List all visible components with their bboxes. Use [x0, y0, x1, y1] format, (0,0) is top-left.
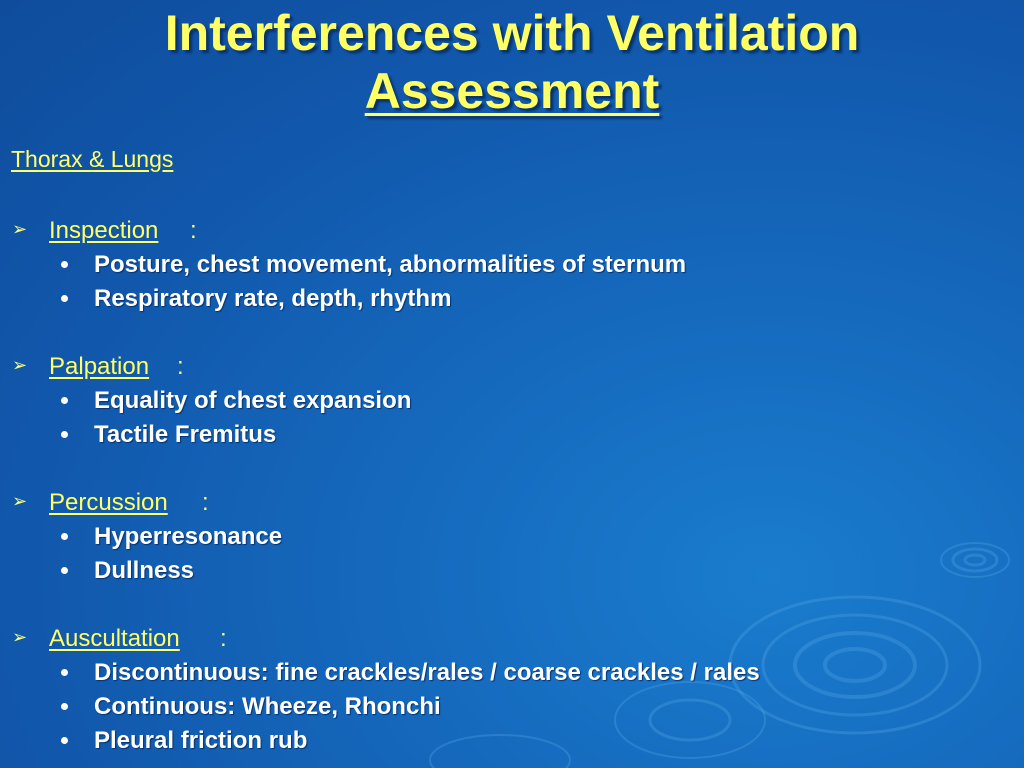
list-item	[0, 421, 1024, 455]
arrowhead-bullet-icon: ➢	[12, 491, 28, 511]
section-inspection	[0, 217, 1024, 319]
section-palpation	[0, 353, 1024, 455]
round-bullet-icon	[61, 295, 68, 302]
section-label: Auscultation	[49, 625, 180, 652]
list-item-text: Posture, chest movement, abnormalities of sternum	[94, 251, 687, 278]
section-label: Inspection	[49, 217, 159, 244]
arrowhead-bullet-icon: ➢	[12, 219, 28, 239]
list-item-text: Hyperresonance	[94, 523, 283, 550]
section-colon: :	[202, 489, 209, 516]
list-item-text: Equality of chest expansion	[94, 387, 412, 414]
list-item-text: Continuous: Wheeze, Rhonchi	[94, 693, 441, 720]
section-label: Palpation	[49, 353, 150, 380]
list-item-text: Tactile Fremitus	[94, 421, 277, 448]
round-bullet-icon	[61, 737, 68, 744]
arrowhead-bullet-icon: ➢	[12, 355, 28, 375]
section-heading	[0, 353, 1024, 387]
list-item	[0, 285, 1024, 319]
section-colon: :	[177, 353, 184, 380]
list-item	[0, 251, 1024, 285]
section-heading	[0, 625, 1024, 659]
round-bullet-icon	[61, 261, 68, 268]
slide-title	[0, 4, 1024, 120]
list-item	[0, 523, 1024, 557]
round-bullet-icon	[61, 567, 68, 574]
list-item	[0, 693, 1024, 727]
section-label: Percussion	[49, 489, 168, 516]
round-bullet-icon	[61, 533, 68, 540]
section-percussion	[0, 489, 1024, 591]
list-item-text: Dullness	[94, 557, 195, 584]
list-item	[0, 557, 1024, 591]
section-heading	[0, 489, 1024, 523]
arrowhead-bullet-icon: ➢	[12, 627, 28, 647]
section-colon: :	[220, 625, 227, 652]
title-line-2: Assessment	[364, 63, 660, 119]
list-item-text: Pleural friction rub	[94, 727, 308, 754]
title-line-1: Interferences with Ventilation	[164, 5, 860, 61]
list-item	[0, 387, 1024, 421]
section-heading	[0, 217, 1024, 251]
round-bullet-icon	[61, 669, 68, 676]
list-item	[0, 727, 1024, 761]
subtitle: Thorax & Lungs	[11, 146, 174, 172]
round-bullet-icon	[61, 703, 68, 710]
round-bullet-icon	[61, 397, 68, 404]
list-item-text: Discontinuous: fine crackles/rales / coarse crackles / rales	[94, 659, 760, 686]
round-bullet-icon	[61, 431, 68, 438]
section-auscultation	[0, 625, 1024, 761]
list-item	[0, 659, 1024, 693]
list-item-text: Respiratory rate, depth, rhythm	[94, 285, 452, 312]
section-colon: :	[190, 217, 197, 244]
